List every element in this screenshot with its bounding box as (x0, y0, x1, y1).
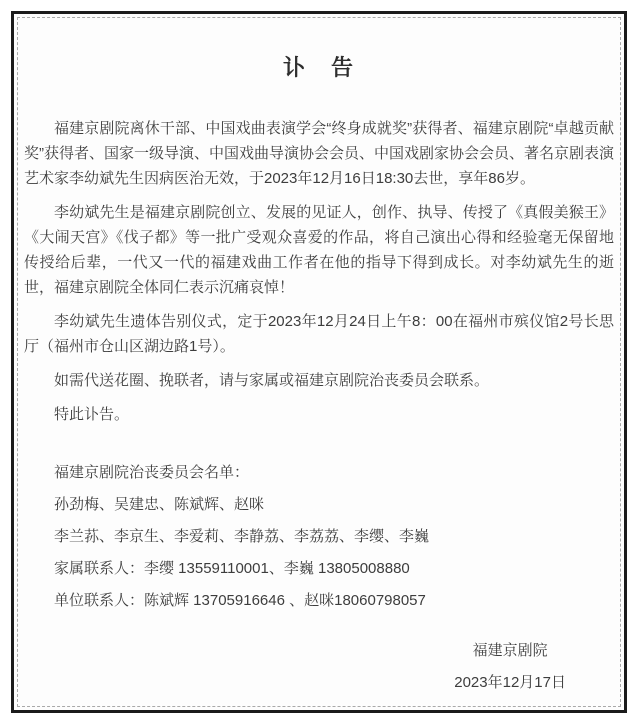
signature-org: 福建京剧院 (472, 642, 548, 659)
unit-contacts-line: 单位联系人：陈斌辉 13705916646 、赵咪18060798057 (54, 592, 426, 609)
dashed-frame (17, 17, 621, 707)
notice-paragraph-ceremony: 李幼斌先生遗体告别仪式，定于2023年12月24日上午8：00在福州市殡仪馆2号长思厅（福州市仓山区湖边路1号）。 (24, 313, 614, 355)
committee-header: 福建京剧院治丧委员会名单： (54, 464, 250, 481)
family-contacts-line: 家属联系人：李缨 13559110001、李巍 13805008880 (54, 560, 410, 577)
notice-title: 讣 告 (282, 55, 355, 80)
notice-paragraph-obituary: 福建京剧院离休干部、中国戏曲表演学会“终身成就奖”获得者、福建京剧院“卓越贡献奖”获得者、国家一级导演、中国戏曲导演协会会员、中国戏剧家协会会员、著名京剧表演艺术家李幼斌先生因病医治无效，于2023年12月16日18:30去世，享年86岁。 (24, 120, 614, 187)
notice-paragraph-closing: 特此讣告。 (54, 406, 130, 423)
committee-members-line-2: 李兰荪、李京生、李爱莉、李静荔、李荔荔、李缨、李巍 (54, 528, 430, 545)
committee-members-line-1: 孙劲梅、吴建忠、陈斌辉、赵咪 (54, 496, 265, 513)
committee-section (24, 460, 614, 613)
notice-paragraph-biography: 李幼斌先生是福建京剧院创立、发展的见证人，创作、执导、传授了《真假美猴王》《大闹天宫》《伐子都》等一批广受观众喜爱的作品，将自己演出心得和经验毫无保留地传授给后辈，一代又一代的福建戏曲工作者在他的指导下得到成长。对李幼斌先生的逝世，福建京剧院全体同仁表示沉痛哀悼！ (24, 204, 614, 296)
signature-date: 2023年12月17日 (454, 674, 566, 691)
signature-section (454, 635, 566, 699)
notice-paragraph-wreaths: 如需代送花圈、挽联者，请与家属或福建京剧院治丧委员会联系。 (54, 372, 490, 389)
notice-card (11, 11, 627, 713)
